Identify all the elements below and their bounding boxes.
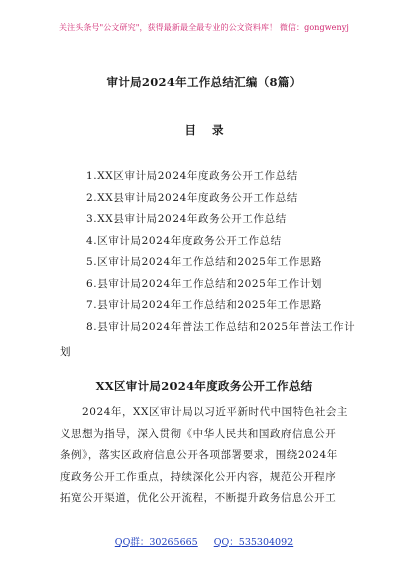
header-promo-note: 关注头条号"公文研究"，获得最新最全最专业的公文资料库！ 微信：gongwenyj (59, 23, 349, 32)
body-line: 义思想为指导，深入贯彻《中华人民共和国政府信息公开 (60, 427, 337, 440)
body-line: 条例》，落实区政府信息公开各项部署要求，围绕2024年 (60, 449, 338, 461)
toc-heading: 目 录 (184, 123, 230, 137)
body-line: 拓宽公开渠道，优化公开流程，不断提升政务信息公开工 (60, 492, 337, 504)
toc-item: 3.XX县审计局2024年政务公开工作总结 (86, 213, 287, 225)
toc-item: 2.XX县审计局2024年度政务公开工作总结 (86, 191, 298, 204)
section-title: XX区审计局2024年度政务公开工作总结 (95, 379, 313, 393)
footer-qq-group[interactable]: QQ群：30265665 (114, 537, 198, 548)
toc-item: 1.XX区审计局2024年度政务公开工作总结 (86, 170, 298, 182)
toc-item: 8.县审计局2024年普法工作总结和2025年普法工作计 (86, 320, 356, 333)
footer-contact (0, 534, 408, 548)
toc-item: 4.区审计局2024年度政务公开工作总结 (86, 234, 282, 247)
toc-item: 7.县审计局2024年工作总结和2025年工作思路 (86, 299, 322, 311)
document-title: 审计局2024年工作总结汇编（8篇） (106, 75, 302, 89)
toc-item: 6.县审计局2024年工作总结和2025年工作计划 (86, 277, 322, 290)
body-line: 2024年，XX区审计局以习近平新时代中国特色社会主 (82, 406, 348, 418)
toc-item-continuation: 划 (60, 346, 71, 358)
toc-item: 5.区审计局2024年工作总结和2025年工作思路 (86, 256, 322, 268)
body-line: 度政务公开工作重点，持续深化公开内容，规范公开程序 (60, 470, 337, 483)
footer-qq[interactable]: QQ：535304092 (213, 537, 294, 548)
body-paragraph (60, 402, 356, 510)
table-of-contents (86, 166, 366, 338)
